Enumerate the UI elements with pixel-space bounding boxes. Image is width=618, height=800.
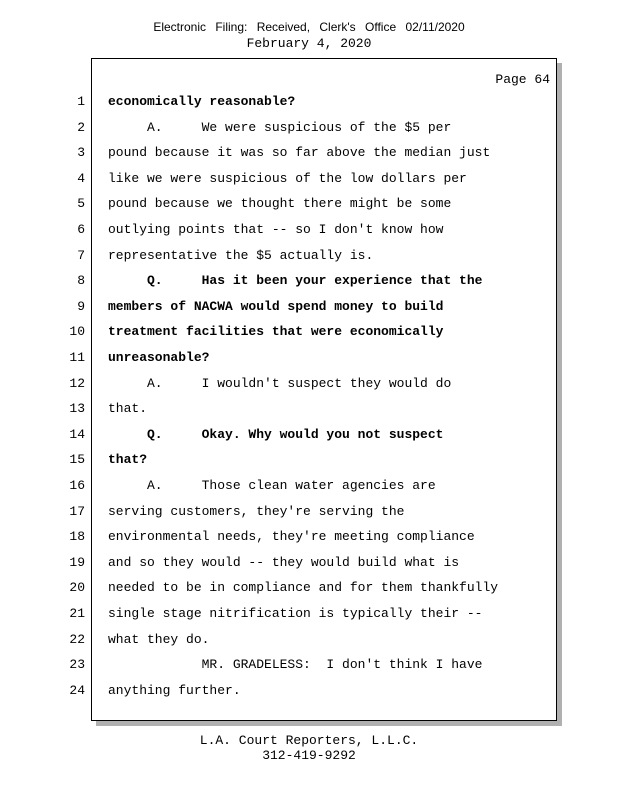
line-text: that? — [108, 452, 148, 468]
line-number: 18 — [69, 529, 85, 545]
line-number: 10 — [69, 324, 85, 340]
transcript-line — [0, 116, 618, 141]
line-number: 2 — [77, 119, 85, 135]
line-number: 5 — [77, 196, 85, 212]
transcript-line — [0, 474, 618, 499]
line-number: 21 — [69, 606, 85, 621]
line-text: pound because we thought there might be some — [108, 196, 452, 212]
line-number: 8 — [77, 273, 85, 289]
line-text: economically reasonable? — [108, 94, 296, 109]
line-text: what they do. — [108, 631, 210, 647]
line-number: 24 — [69, 682, 85, 698]
line-number: 17 — [69, 503, 85, 519]
transcript-line — [0, 192, 618, 217]
transcript-line — [0, 448, 618, 473]
line-text: Q. Okay. Why would you not suspect — [108, 426, 444, 442]
transcript-line — [0, 141, 618, 166]
transcript-line — [0, 525, 618, 550]
line-text: that. — [108, 401, 148, 417]
line-number: 22 — [69, 631, 85, 647]
transcript-line — [0, 269, 618, 294]
line-text: needed to be in compliance and for them thankfully — [108, 580, 499, 596]
transcript-line — [0, 679, 618, 704]
line-number: 19 — [69, 554, 85, 570]
transcript-line — [0, 372, 618, 397]
transcript-line — [0, 218, 618, 243]
header-date: February 4, 2020 — [246, 36, 372, 51]
transcript-line — [0, 576, 618, 601]
transcript-line — [0, 167, 618, 192]
line-number: 23 — [69, 657, 85, 673]
filing-stamp: Electronic Filing: Received, Clerk's Office 02/11/2020 — [153, 20, 465, 34]
line-text: MR. GRADELESS: I don't think I have — [108, 657, 483, 673]
transcript-line — [0, 602, 618, 627]
line-text: representative the $5 actually is. — [108, 247, 374, 263]
line-number: 1 — [77, 94, 85, 109]
line-text: environmental needs, they're meeting compliance — [108, 529, 475, 545]
line-text: outlying points that -- so I don't know how — [108, 222, 444, 237]
line-text: and so they would -- they would build what is — [108, 554, 460, 570]
line-text: Q. Has it been your experience that the — [108, 273, 483, 289]
transcript-line — [0, 295, 618, 320]
transcript-line — [0, 397, 618, 422]
line-number: 4 — [77, 170, 85, 186]
line-number: 7 — [77, 247, 85, 263]
page-number: Page 64 — [495, 72, 550, 87]
line-text: A. Those clean water agencies are — [108, 478, 436, 493]
line-number: 6 — [77, 222, 85, 237]
line-text: A. We were suspicious of the $5 per — [108, 119, 452, 135]
line-number: 11 — [69, 350, 85, 365]
line-text: like we were suspicious of the low dollars per — [108, 170, 467, 186]
line-number: 3 — [77, 145, 85, 161]
line-text: anything further. — [108, 682, 241, 698]
line-number: 15 — [69, 452, 85, 468]
line-number: 16 — [69, 478, 85, 493]
line-text: pound because it was so far above the median just — [108, 145, 491, 161]
line-number: 12 — [69, 375, 85, 391]
transcript-line — [0, 551, 618, 576]
line-text: A. I wouldn't suspect they would do — [108, 375, 452, 391]
line-text: unreasonable? — [108, 350, 210, 365]
line-text: serving customers, they're serving the — [108, 503, 405, 519]
line-text: members of NACWA would spend money to build — [108, 298, 444, 314]
line-number: 20 — [69, 580, 85, 596]
line-text: single stage nitrification is typically their -- — [108, 606, 483, 621]
transcript-line — [0, 500, 618, 525]
line-number: 13 — [69, 401, 85, 417]
footer-phone: 312-419-9292 — [262, 748, 356, 763]
transcript-line — [0, 628, 618, 653]
transcript-line — [0, 423, 618, 448]
transcript-line — [0, 90, 618, 115]
line-number: 14 — [69, 426, 85, 442]
transcript-line — [0, 346, 618, 371]
line-text: treatment facilities that were economically — [108, 324, 444, 340]
transcript-line — [0, 320, 618, 345]
transcript-line — [0, 653, 618, 678]
line-number: 9 — [77, 298, 85, 314]
transcript-line — [0, 244, 618, 269]
footer-company: L.A. Court Reporters, L.L.C. — [199, 733, 419, 748]
